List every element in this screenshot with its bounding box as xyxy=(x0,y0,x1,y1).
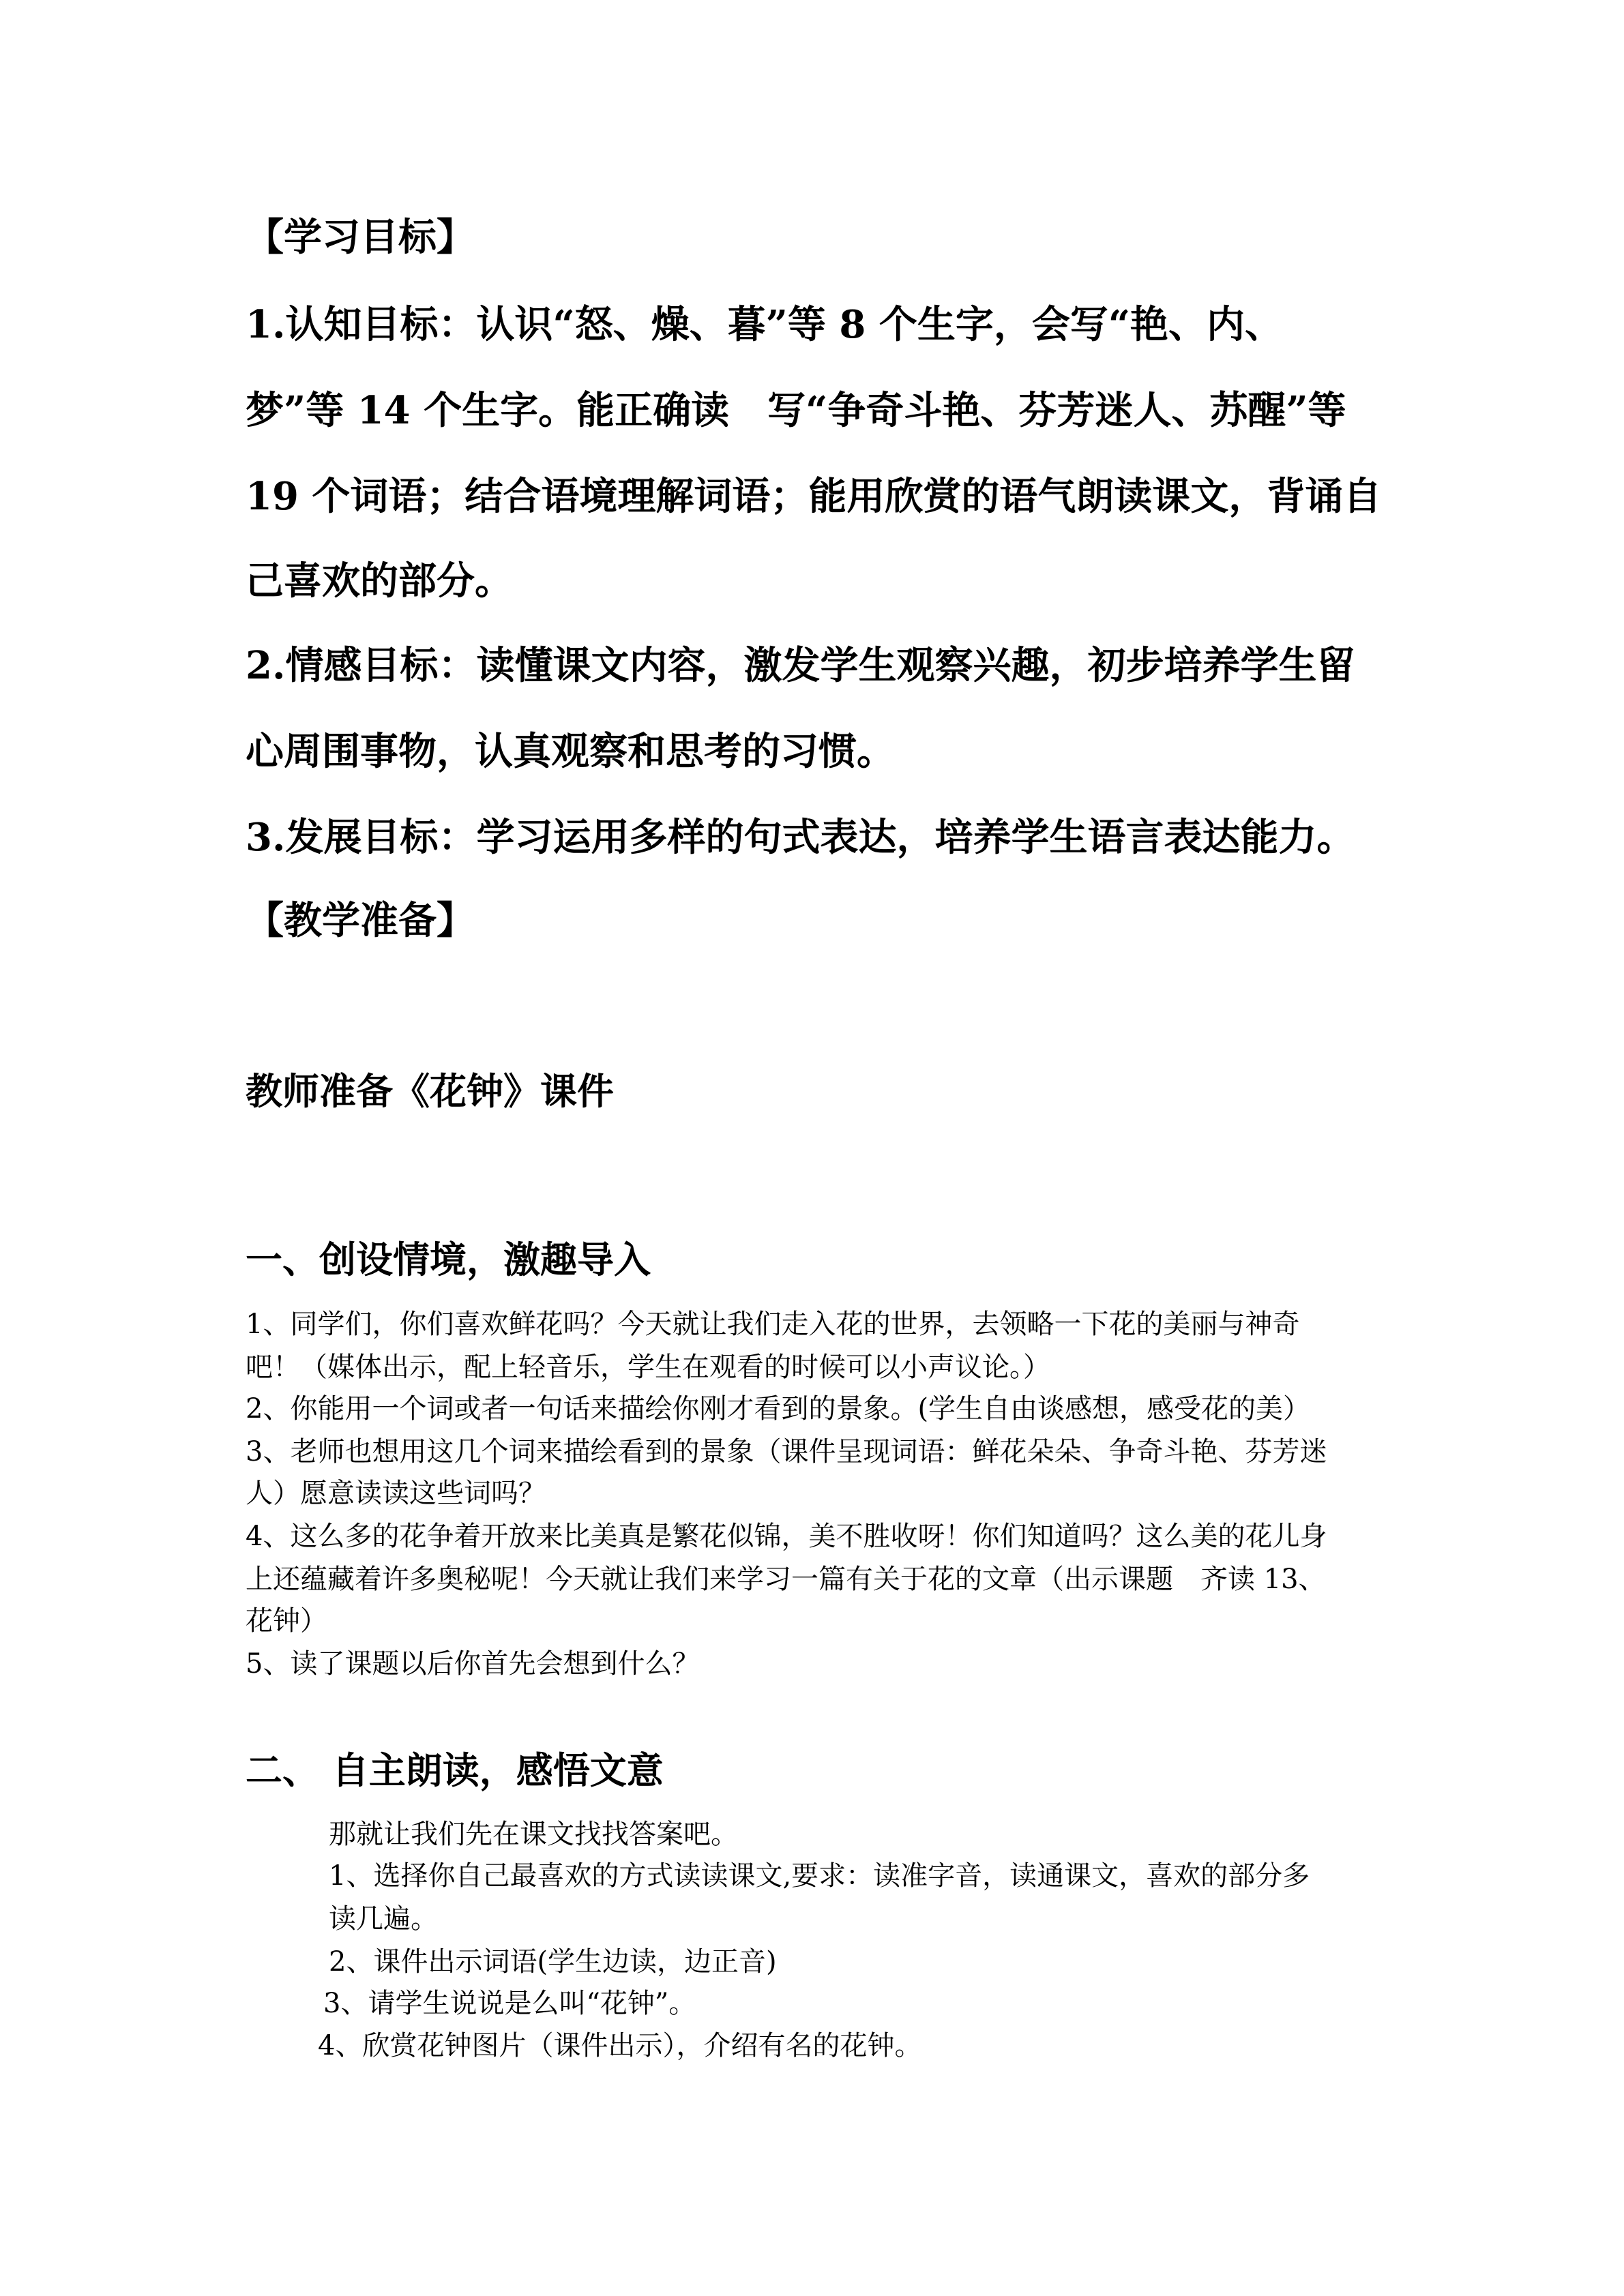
prep-heading: 【教学准备】 xyxy=(246,898,475,943)
part2-item1-line1: 1、选择你自己最喜欢的方式读读课文,要求：读准字音，读通课文，喜欢的部分多 xyxy=(329,1860,1310,1892)
goal1-line3: 19 个词语；结合语境理解词语；能用欣赏的语气朗读课文，背诵自 xyxy=(246,474,1382,519)
part1-line: 2、你能用一个词或者一句话来描绘你刚才看到的景象。(学生自由谈感想，感受花的美） xyxy=(246,1393,1311,1425)
goal3-line1: 3.发展目标：学习运用多样的句式表达，培养学生语言表达能力。 xyxy=(246,815,1355,860)
part2-item1-line2: 读几遍。 xyxy=(329,1903,438,1935)
prep-text: 教师准备《花钟》课件 xyxy=(246,1069,614,1113)
part2-item2: 2、课件出示词语(学生边读，边正音) xyxy=(329,1946,777,1978)
part2-item3: 3、请学生说说是么叫“花钟”。 xyxy=(323,1988,696,2019)
goals-heading: 【学习目标】 xyxy=(246,215,475,260)
part2-item4: 4、欣赏花钟图片（课件出示），介绍有名的花钟。 xyxy=(318,2030,922,2061)
part1-line: 3、老师也想用这几个词来描绘看到的景象（课件呈现词语：鲜花朵朵、争奇斗艳、芬芳迷 xyxy=(246,1436,1327,1467)
goal2-line1: 2.情感目标：读懂课文内容，激发学生观察兴趣，初步培养学生留 xyxy=(246,643,1355,688)
goal2-line2: 心周围事物，认真观察和思考的习惯。 xyxy=(246,729,895,774)
part1-line: 4、这么多的花争着开放来比美真是繁花似锦，美不胜收呀！你们知道吗？这么美的花儿身 xyxy=(246,1521,1327,1552)
goal1-line4: 己喜欢的部分。 xyxy=(246,558,513,603)
part2-intro: 那就让我们先在课文找找答案吧。 xyxy=(329,1819,738,1850)
part1-heading: 一、创设情境，激趣导入 xyxy=(246,1238,651,1281)
part1-line: 5、读了课题以后你首先会想到什么？ xyxy=(246,1648,700,1680)
part1-line: 花钟） xyxy=(246,1605,327,1637)
goal1-line1: 1.认知目标：认识“怒、燥、暮”等 8 个生字，会写“艳、内、 xyxy=(246,302,1284,347)
part1-line: 1、同学们，你们喜欢鲜花吗？今天就让我们走入花的世界，去领略一下花的美丽与神奇 xyxy=(246,1309,1300,1340)
part1-line: 吧！（媒体出示，配上轻音乐，学生在观看的时候可以小声议论。） xyxy=(246,1352,1050,1383)
part2-heading: 二、 自主朗读，感悟文意 xyxy=(246,1748,664,1792)
goal1-line2: 梦”等 14 个生字。能正确读 写“争奇斗艳、芬芳迷人、苏醒”等 xyxy=(246,388,1346,433)
part1-line: 上还蕴藏着许多奥秘呢！今天就让我们来学习一篇有关于花的文章（出示课题 齐读 13、 xyxy=(246,1564,1326,1595)
part1-line: 人）愿意读读这些词吗？ xyxy=(246,1478,546,1509)
